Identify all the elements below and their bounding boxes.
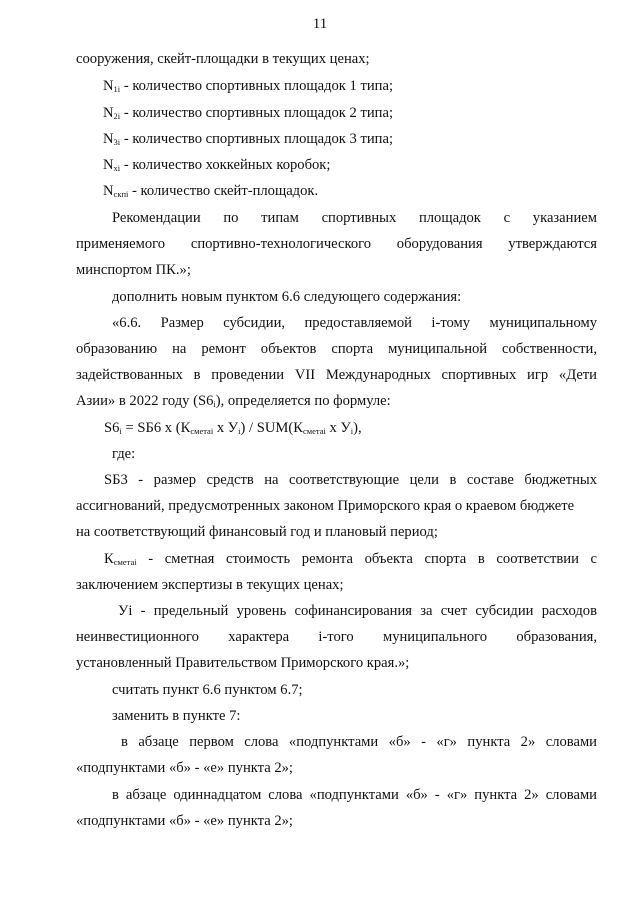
text-line: минспортом ПК.»; (76, 262, 191, 278)
text-line: заменить в пункте 7: (112, 708, 241, 724)
text-line: неинвестиционного характера i-того муниципального образования, (76, 629, 597, 645)
definition-n3: $N_{3i}$ - количество спортивных площадок 3 типа; (103, 131, 394, 147)
text-line: сооружения, скейт-площадки в текущих ценах; (76, 51, 370, 67)
definition-nskp: $N_{скпi}$ - количество скейт-площадок. (103, 183, 319, 199)
text-line: ассигнований, предусмотренных законом Приморского края о краевом бюджете (76, 498, 575, 514)
text-line: образованию на ремонт объектов спорта муниципальной собственности, (76, 341, 597, 357)
formula: $S6_i = SБ6$ х ($К_{сметаi}$ х $У_i) / SUM(К_{сметаi}$ х $У_i$), (104, 420, 362, 436)
definition-n1: $N_{1i}$ - количество спортивных площадок 1 типа; (103, 78, 394, 94)
text-line: дополнить новым пунктом 6.6 следующего содержания: (112, 289, 462, 305)
text-line: Азии» в 2022 году $(S6_i)$, определяется по формуле: (76, 393, 391, 409)
definition-nx: $N_{xi}$ - количество хоккейных коробок; (103, 157, 331, 173)
text-line: применяемого спортивно-технологического оборудования утверждаются (76, 236, 597, 252)
text-line: в абзаце первом слова «подпунктами «б» - «г» пункта 2» словами (121, 734, 597, 750)
text-line: в абзаце одиннадцатом слова «подпунктами «б» - «г» пункта 2» словами (112, 787, 597, 803)
text-line: «подпунктами «б» - «е» пункта 2»; (76, 813, 293, 829)
text-line: «6.6. Размер субсидии, предоставляемой i-тому муниципальному (112, 315, 597, 331)
text-line: установленный Правительством Приморского края.»; (76, 655, 410, 671)
text-line: где: (112, 446, 136, 462)
text-line: Уi - предельный уровень софинансирования за счет субсидии расходов (118, 603, 597, 619)
definition-n2: $N_{2i}$ - количество спортивных площадок 2 типа; (103, 105, 394, 121)
text-line: Рекомендации по типам спортивных площадок с указанием (112, 210, 597, 226)
text-line: на соответствующий финансовый год и плановый период; (76, 524, 438, 540)
text-line: считать пункт 6.6 пунктом 6.7; (112, 682, 303, 698)
text-line: задействованных в проведении VII Международных спортивных игр «Дети (76, 367, 597, 383)
text-line: «подпунктами «б» - «е» пункта 2»; (76, 760, 293, 776)
text-line: заключением экспертизы в текущих ценах; (76, 577, 344, 593)
text-line: SБ3 - размер средств на соответствующие цели в составе бюджетных (104, 472, 597, 488)
text-line: $К_{сметаi}$ - сметная стоимость ремонта объекта спорта в соответствии с (104, 551, 597, 567)
page-number: 11 (312, 16, 328, 32)
